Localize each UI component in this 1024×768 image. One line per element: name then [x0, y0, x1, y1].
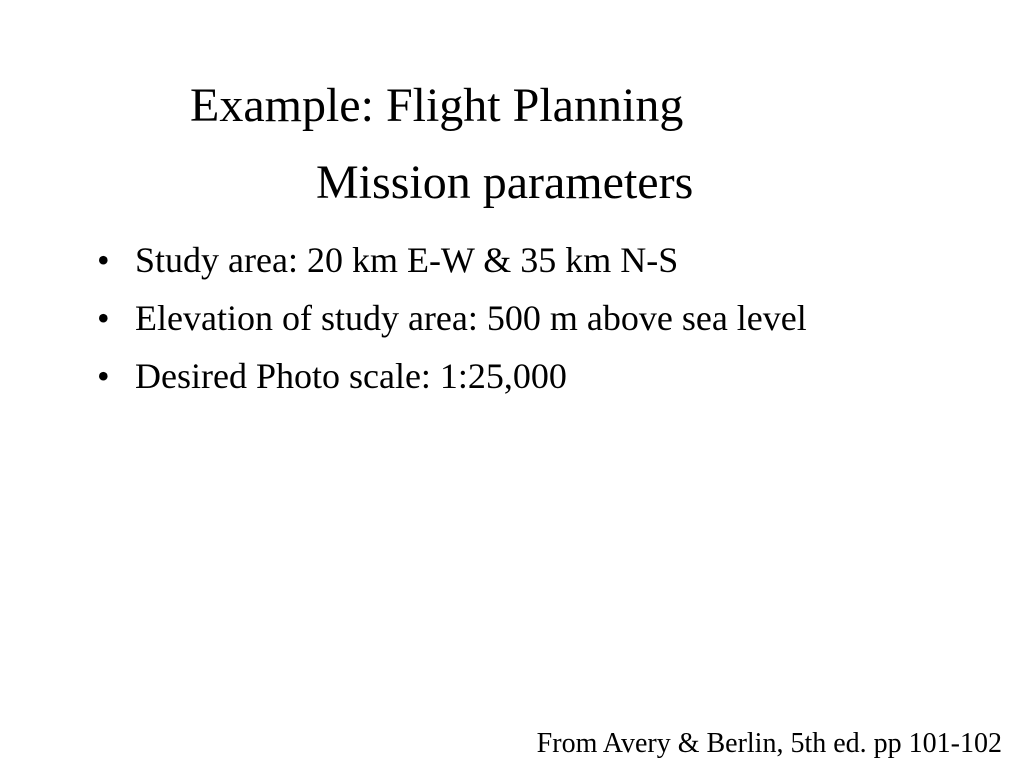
bullet-text: Study area: 20 km E-W & 35 km N-S — [135, 240, 679, 280]
source-citation: From Avery & Berlin, 5th ed. pp 101-102 — [536, 728, 1002, 759]
bullet-icon: • — [97, 240, 110, 280]
bullet-item-study-area — [95, 234, 915, 286]
bullet-item-photo-scale — [95, 350, 915, 402]
bullet-icon: • — [97, 356, 110, 396]
bullet-list — [95, 234, 915, 408]
bullet-icon: • — [97, 298, 110, 338]
slide-title: Example: Flight Planning — [190, 79, 684, 132]
bullet-text: Elevation of study area: 500 m above sea level — [135, 298, 807, 338]
slide-subtitle: Mission parameters — [316, 156, 694, 209]
bullet-item-elevation — [95, 292, 915, 344]
bullet-text: Desired Photo scale: 1:25,000 — [135, 356, 567, 396]
